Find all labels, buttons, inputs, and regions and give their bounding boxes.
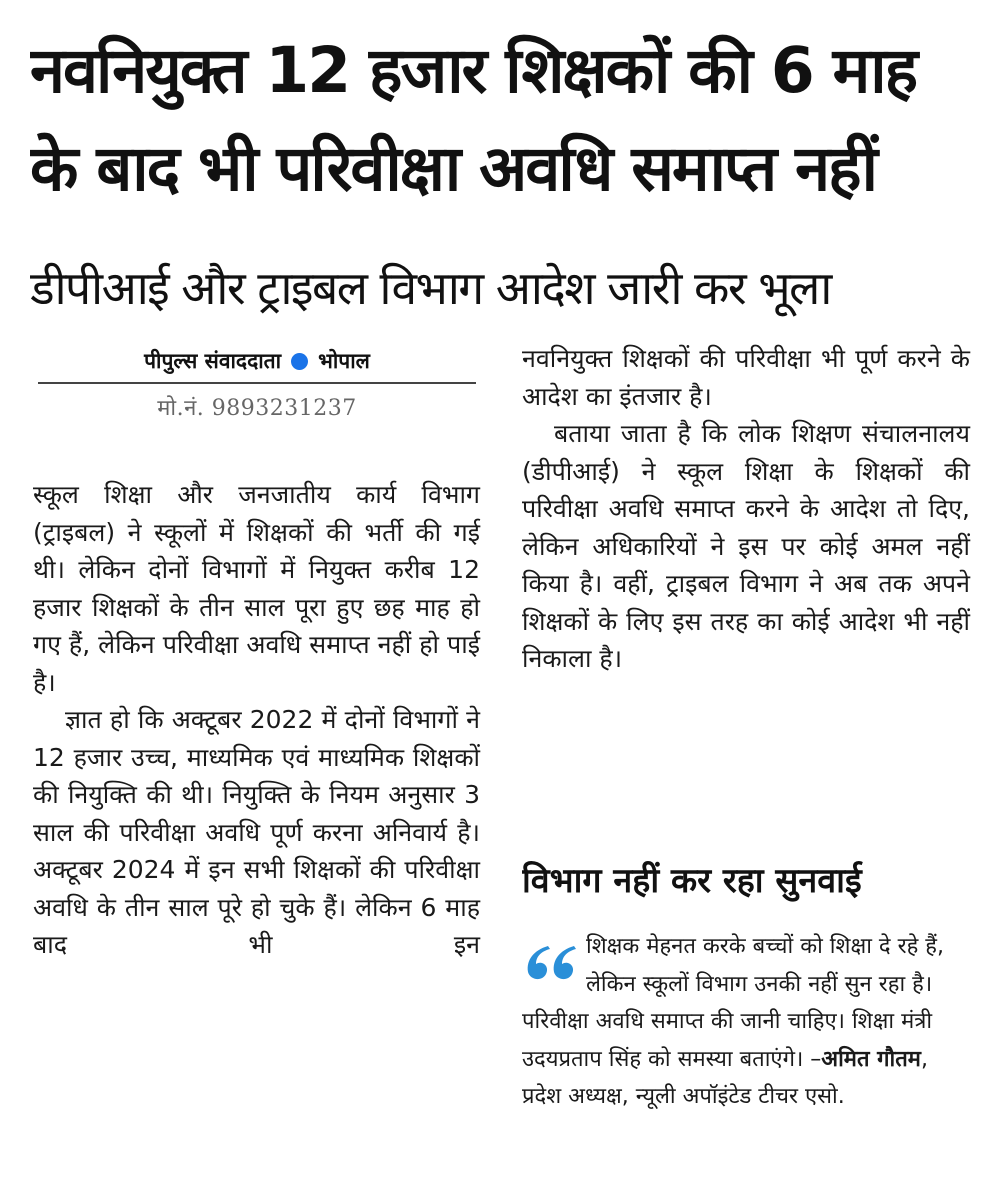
headline	[30, 22, 970, 218]
bullet-dot-icon	[291, 353, 308, 370]
quote-author: अमित गौतम	[821, 1046, 921, 1072]
quote-designation: , प्रदेश अध्यक्ष, न्यूली अपॉइंटेड टीचर एसो.	[522, 1046, 928, 1109]
headline-line-2: के बाद भी परिवीक्षा अवधि समाप्त नहीं	[30, 132, 876, 205]
quote-text: शिक्षक मेहनत करके बच्चों को शिक्षा दे रहे हैं, लेकिन स्कूलों विभाग उनकी नहीं सुन रहा है। परिवीक्षा अवधि समाप्त की जानी चाहिए। शिक्षा मंत्री उदयप्रताप सिंह को समस्या बताएंगे। –	[522, 934, 944, 1072]
headline-line-1: नवनियुक्त 12 हजार शिक्षकों की 6 माह	[30, 34, 917, 107]
article-paragraph: स्कूल शिक्षा और जनजातीय कार्य विभाग (ट्राइबल) ने स्कूलों में शिक्षकों की भर्ती की गई थी। लेकिन दोनों विभागों में नियुक्त करीब 12 हजार शिक्षकों के तीन साल पूरा हुए छह माह हो गए हैं, लेकिन परिवीक्षा अवधि समाप्त नहीं हो पाई है।	[33, 480, 480, 697]
quote-mark-icon	[522, 940, 580, 984]
article-paragraph: ज्ञात हो कि अक्टूबर 2022 में दोनों विभागों ने 12 हजार उच्च, माध्यमिक एवं माध्यमिक शिक्षकों की नियुक्ति की थी। नियुक्ति के नियम अनुसार 3 साल की परिवीक्षा अवधि पूर्ण करना अनिवार्य है। अक्टूबर 2024 में इन सभी शिक्षकों की परिवीक्षा अवधि के तीन साल पूरे हो चुके हैं। लेकिन 6 माह बाद भी इन	[33, 705, 480, 959]
article-paragraph: नवनियुक्त शिक्षकों की परिवीक्षा भी पूर्ण करने के आदेश का इंतजार है।	[522, 344, 970, 411]
reporter-name: पीपुल्स संवाददाता	[144, 349, 282, 373]
pull-quote	[522, 928, 972, 1116]
dateline-location: भोपाल	[318, 349, 370, 373]
article-column-left	[33, 476, 480, 964]
subheadline: डीपीआई और ट्राइबल विभाग आदेश जारी कर भूला	[30, 261, 831, 315]
article-paragraph: बताया जाता है कि लोक शिक्षण संचालनालय (डीपीआई) ने स्कूल शिक्षा के शिक्षकों की परिवीक्षा अवधि समाप्त करने के आदेश तो दिए, लेकिन अधिकारियों ने इस पर कोई अमल नहीं किया है। वहीं, ट्राइबल विभाग ने अब तक अपने शिक्षकों के लिए इस तरह का कोई आदेश भी नहीं निकाला है।	[522, 419, 970, 673]
reporter-phone: मो.नं. 9893231237	[157, 396, 357, 421]
section-heading: विभाग नहीं कर रहा सुनवाई	[522, 861, 862, 901]
byline	[38, 340, 476, 384]
article-column-right	[522, 340, 970, 678]
